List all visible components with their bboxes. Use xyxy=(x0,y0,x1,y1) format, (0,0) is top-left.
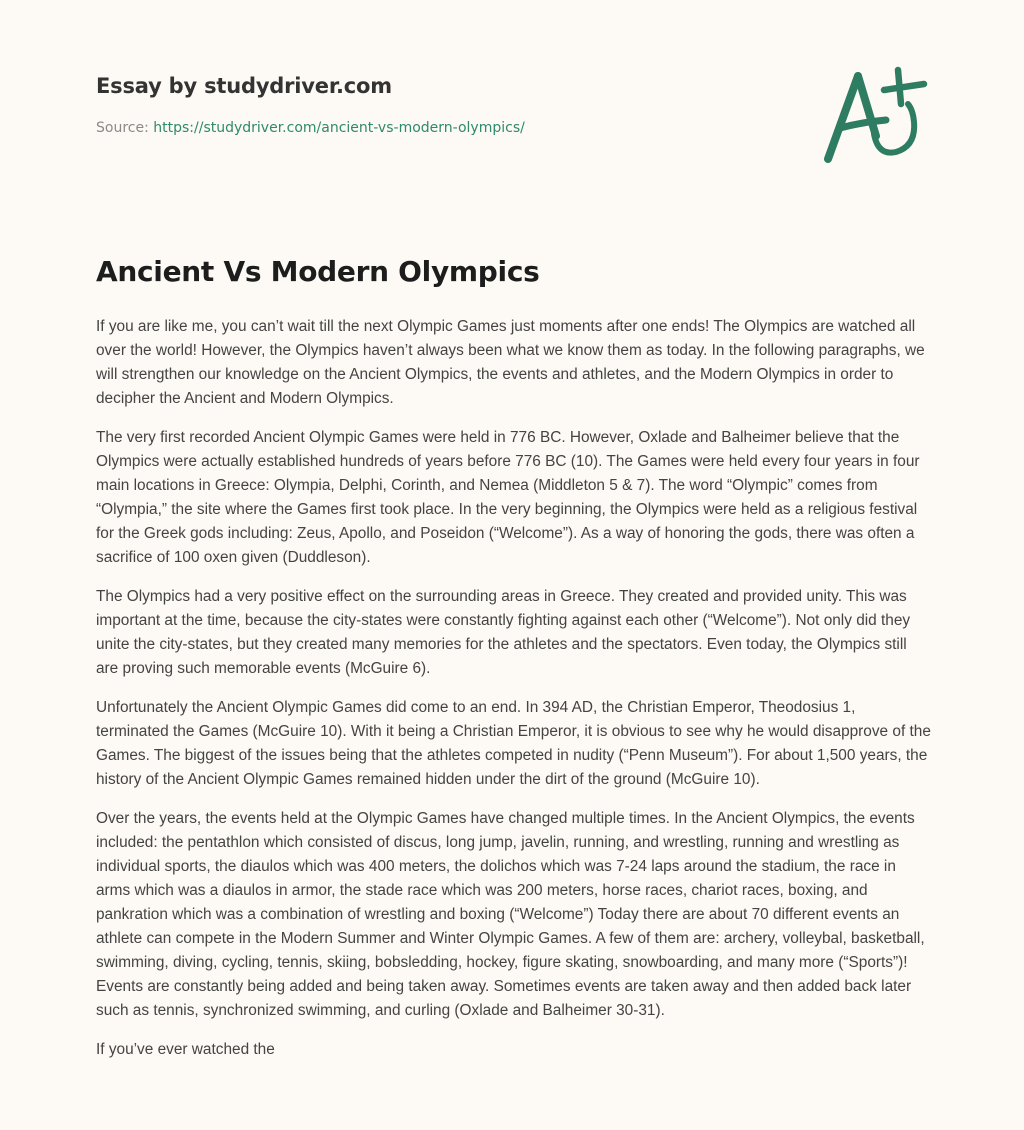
essay-paragraph: Over the years, the events held at the Olympic Games have changed multiple times. In the Ancient Olympics, the events included: the pentathlon which consisted of discus, long jump, javelin, running, and wrestling, running and wrestling as individual sports, the diaulos which was 400 meters, the dolichos which was 7-24 laps around the stadium, the race in arms which was a diaulos in armor, the stade race which was 200 meters, horse races, chariot races, boxing, and pankration which was a combination of wrestling and boxing (“Welcome”) Today there are about 70 different events an athlete can compete in the Modern Summer and Winter Olympic Games. A few of them are: archery, volleybal, basketball, swimming, diving, cycling, tennis, skiing, bobsledding, hockey, figure skating, snowboarding, and many more (“Sports”)! Events are constantly being added and being taken away. Sometimes events are taken away and then added back later such as tennis, synchronized swimming, and curling (Oxlade and Balheimer 30-31). xyxy=(96,810,925,1019)
essay-body xyxy=(96,315,931,1077)
source-line xyxy=(96,120,796,136)
essay-paragraph: If you’ve ever watched the xyxy=(96,1041,275,1058)
essay-paragraph: The Olympics had a very positive effect on the surrounding areas in Greece. They created and provided unity. This was important at the time, because the city-states were constantly fighting against each other (“Welcome”). Not only did they unite the city-states, but they created many memories for the athletes and the spectators. Even today, the Olympics still are proving such memorable events (McGuire 6). xyxy=(96,588,911,677)
site-title: Essay by studydriver.com xyxy=(96,74,392,98)
source-link[interactable]: https://studydriver.com/ancient-vs-modern-olympics/ xyxy=(153,120,525,136)
essay-header xyxy=(96,74,796,136)
essay-paragraph: Unfortunately the Ancient Olympic Games did come to an end. In 394 AD, the Christian Emperor, Theodosius 1, terminated the Games (McGuire 10). With it being a Christian Emperor, it is obvious to see why he would disapprove of the Games. The biggest of the issues being that the athletes competed in nudity (“Penn Museum”). For about 1,500 years, the history of the Ancient Olympic Games remained hidden under the dirt of the ground (McGuire 10). xyxy=(96,699,931,788)
a-plus-grade-icon xyxy=(818,64,934,170)
essay-paragraph: If you are like me, you can’t wait till the next Olympic Games just moments after one ends! The Olympics are watched all over the world! However, the Olympics haven’t always been what we know them as today. In the following paragraphs, we will strengthen our knowledge on the Ancient Olympics, the events and athletes, and the Modern Olympics in order to decipher the Ancient and Modern Olympics. xyxy=(96,318,925,407)
essay-title: Ancient Vs Modern Olympics xyxy=(96,255,540,288)
essay-paragraph: The very first recorded Ancient Olympic Games were held in 776 BC. However, Oxlade and Balheimer believe that the Olympics were actually established hundreds of years before 776 BC (10). The Games were held every four years in four main locations in Greece: Olympia, Delphi, Corinth, and Nemea (Middleton 5 & 7). The word “Olympic” comes from “Olympia,” the site where the Games first took place. In the very beginning, the Olympics were held as a religious festival for the Greek gods including: Zeus, Apollo, and Poseidon (“Welcome”). As a way of honoring the gods, there was often a sacrifice of 100 oxen given (Duddleson). xyxy=(96,429,920,566)
source-label: Source: xyxy=(96,120,154,136)
